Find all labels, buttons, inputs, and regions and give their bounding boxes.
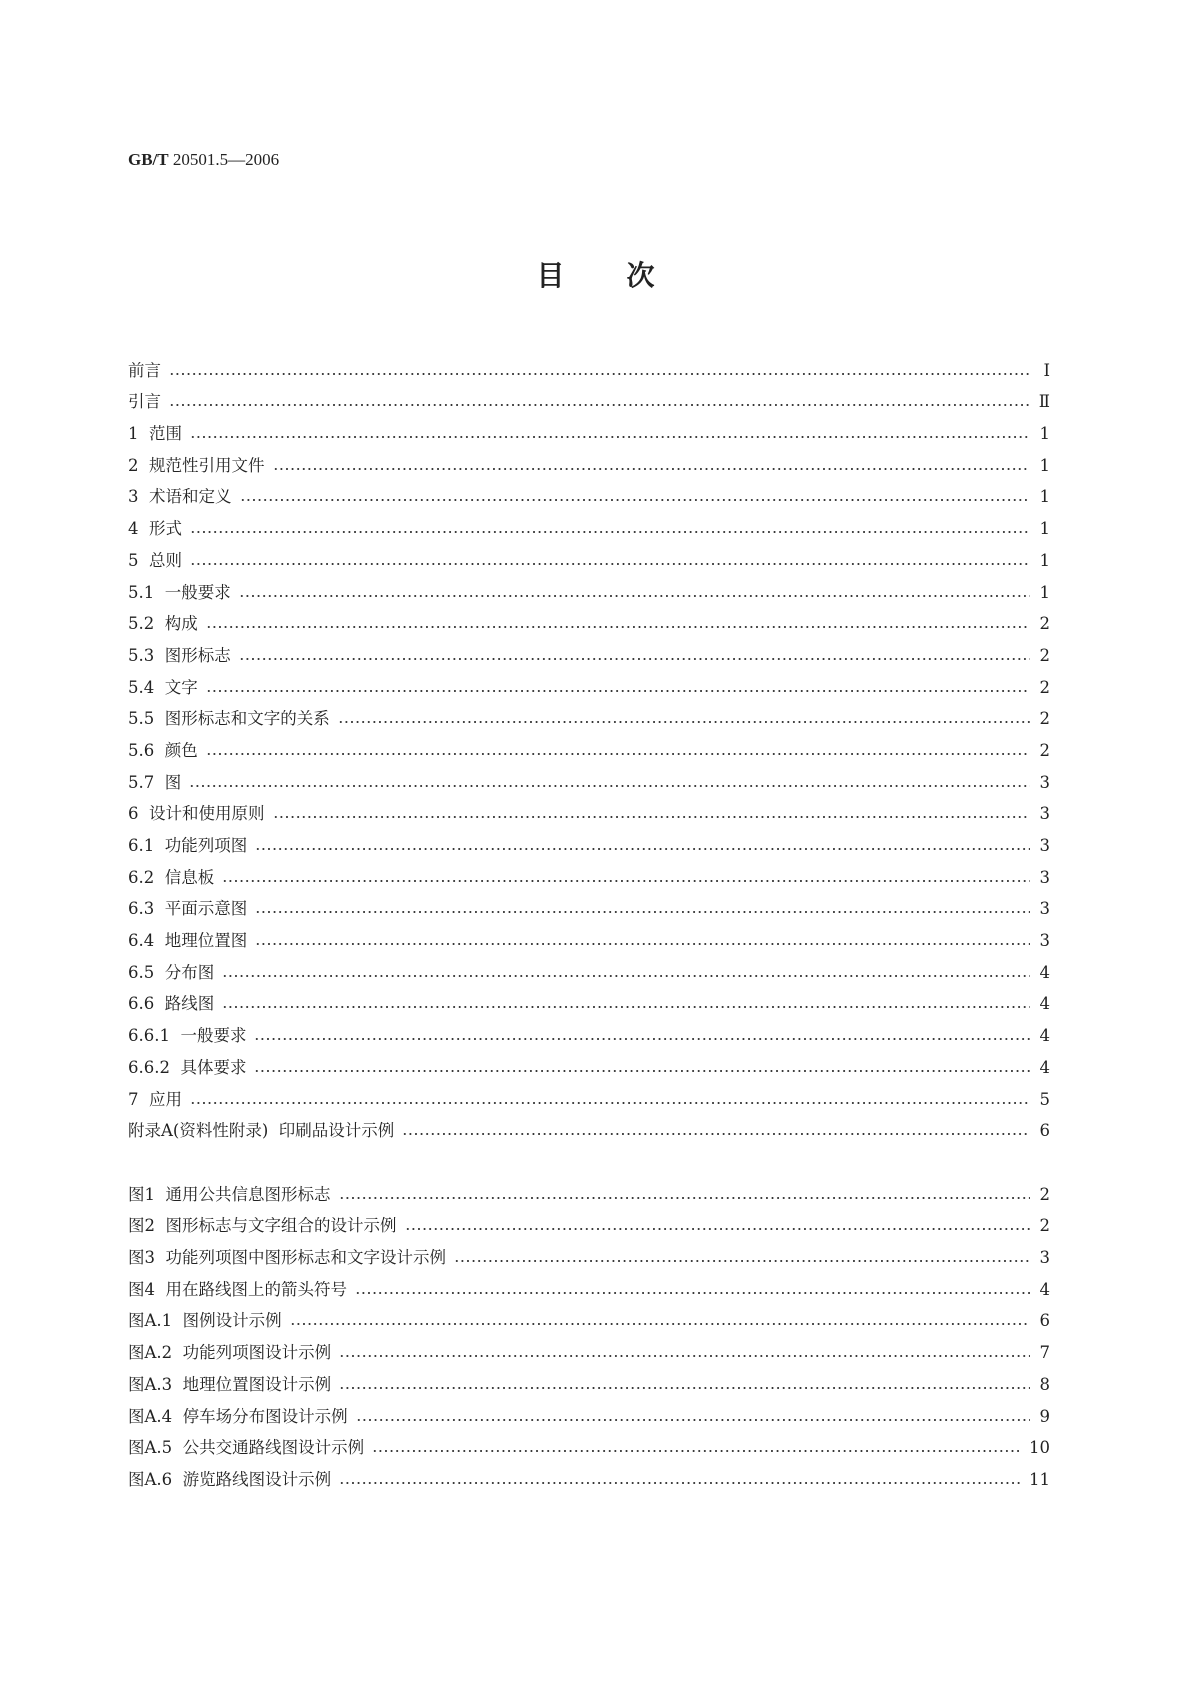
entry-label: 前言: [128, 360, 161, 380]
page-number: 2: [1039, 1184, 1050, 1204]
entry-label: 6.3 平面示意图: [128, 899, 248, 919]
dot-leader: [255, 909, 1030, 915]
entry-label: 5.5 图形标志和文字的关系: [128, 709, 330, 729]
dot-leader: [222, 878, 1030, 884]
dot-leader: [254, 1068, 1030, 1074]
dot-leader: [355, 1290, 1030, 1296]
standard-prefix: GB/T: [128, 150, 169, 169]
page-number: 4: [1039, 1026, 1050, 1046]
dot-leader: [190, 434, 1030, 440]
dot-leader: [255, 846, 1030, 852]
dot-leader: [222, 973, 1030, 979]
figure-entry[interactable]: [128, 1268, 1050, 1300]
entry-label: 4 形式: [128, 519, 182, 539]
toc-entry[interactable]: [128, 1110, 1050, 1142]
page-number: 10: [1029, 1438, 1050, 1458]
toc-entry[interactable]: [128, 539, 1050, 571]
page-number: 1: [1039, 487, 1050, 507]
dot-leader: [222, 1004, 1030, 1010]
figure-entry[interactable]: [128, 1458, 1050, 1490]
page-number: 1: [1039, 582, 1050, 602]
page-number: 2: [1039, 709, 1050, 729]
page-number: 3: [1039, 867, 1050, 887]
page-number: Ⅱ: [1038, 392, 1050, 412]
entry-label: 5.7 图: [128, 772, 182, 792]
toc-entry[interactable]: [128, 951, 1050, 983]
toc-entry[interactable]: [128, 1014, 1050, 1046]
entry-label: 图4 用在路线图上的箭头符号: [128, 1279, 347, 1299]
page-title: 目次: [536, 259, 717, 292]
entry-label: 图A.1 图例设计示例: [128, 1311, 282, 1331]
toc-entry[interactable]: [128, 983, 1050, 1015]
dot-leader: [454, 1258, 1030, 1264]
page-number: 2: [1039, 614, 1050, 634]
figure-entry[interactable]: [128, 1173, 1050, 1205]
entry-label: 6.6.1 一般要求: [128, 1026, 247, 1046]
dot-leader: [206, 624, 1030, 630]
page-number: 4: [1039, 994, 1050, 1014]
toc-entry[interactable]: [128, 698, 1050, 730]
toc-entry[interactable]: [128, 349, 1050, 381]
toc-entry[interactable]: [128, 507, 1050, 539]
entry-label: 6.1 功能列项图: [128, 836, 248, 855]
entry-label: 6.2 信息板: [128, 867, 215, 887]
dot-leader: [273, 466, 1031, 472]
entry-label: 6.6 路线图: [128, 994, 215, 1014]
dot-leader: [190, 1100, 1030, 1106]
page-number: 1: [1039, 550, 1050, 570]
dot-leader: [190, 561, 1030, 567]
page-number: 5: [1039, 1089, 1050, 1109]
entry-label: 3 术语和定义: [128, 487, 232, 507]
page-number: 3: [1039, 804, 1050, 824]
page-number: 8: [1039, 1374, 1050, 1394]
page-number: 3: [1039, 836, 1050, 855]
entry-label: 5.6 颜色: [128, 740, 198, 760]
toc-entry[interactable]: [128, 666, 1050, 698]
dot-leader: [169, 402, 1030, 408]
dot-leader: [240, 497, 1031, 503]
toc-entry[interactable]: [128, 412, 1050, 444]
figure-entry[interactable]: [128, 1427, 1050, 1459]
toc-entry[interactable]: [128, 381, 1050, 413]
entry-label: 7 应用: [128, 1089, 182, 1109]
page-number: 2: [1039, 740, 1050, 760]
page-number: 6: [1039, 1311, 1050, 1331]
page-number: 6: [1039, 1121, 1050, 1141]
dot-leader: [190, 529, 1030, 535]
dot-leader: [405, 1226, 1031, 1232]
figure-entry[interactable]: [128, 1300, 1050, 1332]
dot-leader: [339, 1385, 1030, 1391]
figure-entry[interactable]: [128, 1363, 1050, 1395]
entry-label: 图3 功能列项图中图形标志和文字设计示例: [128, 1248, 446, 1268]
page-number: 3: [1039, 772, 1050, 792]
standard-number: [128, 150, 279, 170]
toc-entry[interactable]: [128, 729, 1050, 761]
entry-label: 图A.3 地理位置图设计示例: [128, 1374, 332, 1394]
page-number: 1: [1039, 519, 1050, 539]
figure-entry[interactable]: [128, 1205, 1050, 1237]
toc-entry[interactable]: [128, 634, 1050, 666]
dot-leader: [339, 1353, 1030, 1359]
dot-leader: [339, 1480, 1021, 1486]
dot-leader: [206, 688, 1030, 694]
entry-label: 图A.2 功能列项图设计示例: [128, 1343, 332, 1363]
page-number: 3: [1039, 1248, 1050, 1268]
entry-label: 6.6.2 具体要求: [128, 1057, 247, 1077]
page-number: 4: [1039, 1057, 1050, 1077]
toc-entry[interactable]: [128, 919, 1050, 951]
entry-label: 6.5 分布图: [128, 962, 215, 982]
table-of-contents: [128, 349, 1050, 1141]
standard-code: 20501.5—2006: [168, 150, 280, 169]
entry-label: 图2 图形标志与文字组合的设计示例: [128, 1216, 397, 1236]
page-number: 7: [1039, 1343, 1050, 1363]
dot-leader: [189, 783, 1030, 789]
entry-label: 6.4 地理位置图: [128, 931, 248, 951]
entry-label: 5.1 一般要求: [128, 582, 231, 602]
list-of-figures: [128, 1173, 1050, 1490]
dot-leader: [273, 814, 1031, 820]
entry-label: 5 总则: [128, 550, 182, 570]
dot-leader: [255, 941, 1030, 947]
figure-entry[interactable]: [128, 1236, 1050, 1268]
page-number: 2: [1039, 1216, 1050, 1236]
toc-entry[interactable]: [128, 793, 1050, 825]
entry-label: 1 范围: [128, 424, 182, 444]
dot-leader: [372, 1448, 1021, 1454]
page-number: 2: [1039, 645, 1050, 665]
entry-label: 引言: [128, 392, 161, 412]
toc-entry[interactable]: [128, 444, 1050, 476]
entry-label: 5.2 构成: [128, 614, 198, 634]
toc-entry[interactable]: [128, 888, 1050, 920]
entry-label: 6 设计和使用原则: [128, 804, 265, 824]
toc-entry[interactable]: [128, 761, 1050, 793]
dot-leader: [339, 1195, 1031, 1201]
entry-label: 图1 通用公共信息图形标志: [128, 1184, 331, 1204]
page-number: Ⅰ: [1043, 360, 1050, 380]
page-number: 1: [1039, 455, 1050, 475]
dot-leader: [206, 751, 1030, 757]
dot-leader: [239, 593, 1030, 599]
toc-entry[interactable]: [128, 571, 1050, 603]
entry-label: 图A.6 游览路线图设计示例: [128, 1469, 332, 1489]
dot-leader: [290, 1321, 1030, 1327]
dot-leader: [254, 1036, 1030, 1042]
dot-leader: [402, 1131, 1030, 1137]
dot-leader: [239, 656, 1030, 662]
entry-label: 2 规范性引用文件: [128, 455, 265, 475]
toc-entry[interactable]: [128, 476, 1050, 508]
dot-leader: [169, 371, 1030, 377]
figure-entry[interactable]: [128, 1395, 1050, 1427]
page-number: 1: [1039, 424, 1050, 444]
toc-entry[interactable]: [128, 856, 1050, 888]
page-number: 4: [1039, 1279, 1050, 1299]
dot-leader: [338, 719, 1030, 725]
page-number: 3: [1039, 931, 1050, 951]
page-number: 11: [1029, 1469, 1050, 1489]
dot-leader: [356, 1417, 1030, 1423]
page-number: 9: [1039, 1406, 1050, 1426]
entry-label: 5.4 文字: [128, 677, 198, 697]
page-number: 4: [1039, 962, 1050, 982]
entry-label: 图A.4 停车场分布图设计示例: [128, 1406, 348, 1426]
page-number: 3: [1039, 899, 1050, 919]
toc-entry[interactable]: [128, 1078, 1050, 1110]
entry-label: 附录A(资料性附录) 印刷品设计示例: [128, 1121, 395, 1141]
toc-entry[interactable]: [128, 824, 1050, 856]
toc-entry[interactable]: [128, 1046, 1050, 1078]
figure-entry[interactable]: [128, 1331, 1050, 1363]
page-number: 2: [1039, 677, 1050, 697]
entry-label: 图A.5 公共交通路线图设计示例: [128, 1438, 365, 1458]
toc-entry[interactable]: [128, 603, 1050, 635]
entry-label: 5.3 图形标志: [128, 645, 231, 665]
